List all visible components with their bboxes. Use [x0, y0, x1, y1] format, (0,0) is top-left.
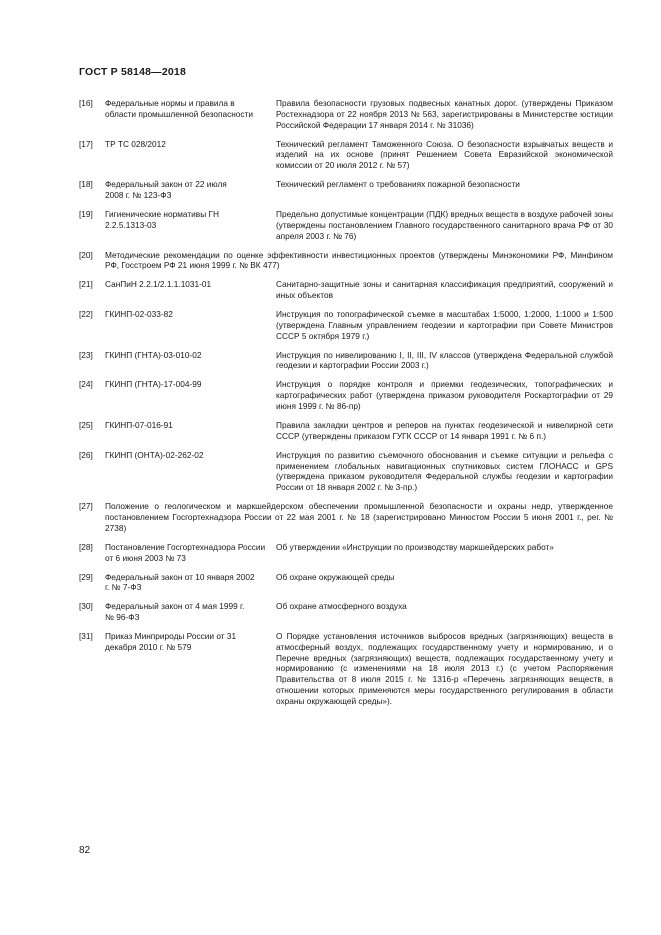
page-number: 82 — [79, 845, 91, 856]
reference-number: [26] — [79, 449, 93, 460]
reference-23 — [79, 350, 613, 372]
reference-full-text: Положение о геологическом и маркшейдерском обеспечении промышленной безопасности и охраны недр, утвержденное постановлением Госгортехнадзора России от 22 мая 2001 г. № 18 (зарегистрировано Минюстом России 5 июня 2001 г., рег. № 2738) — [105, 501, 613, 533]
reference-document: Федеральный закон от 4 мая 1999 г. № 96-ФЗ — [105, 601, 245, 623]
reference-20 — [79, 250, 613, 272]
reference-24 — [79, 379, 613, 411]
reference-number: [28] — [79, 541, 93, 552]
reference-description: Предельно допустимые концентрации (ПДК) вредных веществ в воздухе рабочей зоны (утверждены постановлением Главного государственного санитарного врача РФ от 30 апреля 2003 г. № 76) — [276, 208, 613, 241]
bibliography-list — [79, 98, 613, 715]
reference-21 — [79, 279, 613, 301]
reference-description: Правила безопасности грузовых подвесных канатных дорог. (утверждены Приказом Ростехнадзора от 22 ноября 2013 № 563, зарегистрированы в Министерстве юстиции Российской Федерации 17 января 2014 г. № 31036) — [276, 98, 613, 130]
reference-number: [29] — [79, 571, 93, 582]
reference-number: [20] — [79, 249, 93, 260]
reference-description: Об утверждении «Инструкции по производству маркшейдерских работ» — [276, 541, 554, 552]
reference-17 — [79, 139, 613, 171]
reference-number: [30] — [79, 601, 93, 612]
reference-document: Федеральный закон от 22 июля 2008 г. № 123-ФЗ — [105, 179, 227, 200]
reference-22 — [79, 309, 613, 341]
reference-description: Инструкция по развитию съемочного обоснования и съемке ситуации и рельефа с применением глобальных навигационных спутниковых систем ГЛОНАСС и GPS (утверждена приказом руководителя Федеральной службы геодезии и картографии России от 18 января 2002 г. № 3-пр.) — [276, 449, 613, 493]
reference-document: Постановление Госгортехнадзора России от 6 июня 2003 № 73 — [105, 541, 266, 563]
reference-number: [25] — [79, 420, 93, 431]
reference-document: Федеральный закон от 10 января 2002 г. № 7-ФЗ — [105, 571, 255, 593]
reference-19 — [79, 209, 613, 241]
reference-number: [19] — [79, 208, 93, 219]
reference-number: [23] — [79, 349, 93, 360]
reference-number: [17] — [79, 138, 93, 149]
reference-document: ТР ТС 028/2012 — [105, 138, 166, 149]
reference-document: ГКИНП (ГНТА)-03-010-02 — [105, 349, 202, 360]
reference-document: ГКИНП-07-016-91 — [105, 420, 173, 431]
reference-full-text: Методические рекомендации по оценке эффективности инвестиционных проектов (утверждены Минэкономики РФ, Минфином РФ, Госстроем РФ 21 июня 1999 г. № ВК 477) — [105, 249, 613, 271]
reference-description: Инструкция по топографической съемке в масштабах 1:5000, 1:2000, 1:1000 и 1:500 (утверждена Главным управлением геодезии и картографии при Совете Министров СССР 5 октября 1979 г.) — [276, 309, 613, 341]
reference-25 — [79, 420, 613, 442]
reference-number: [24] — [79, 379, 93, 390]
reference-description: О Порядке установления источников выбросов вредных (загрязняющих) веществ в атмосферный воздух, подлежащих государственному учету и нормированию, и о Перечне вредных (загрязняющих) веществ, подлежащих государственному учету и нормированию (с изменениями на 18 июля 2013 г.) (с учетом Распоряжения Правительства от 8 июля 2015 г. № 1316-р «Перечень загрязняющих веществ, в отношении которых применяются меры государственного регулирования в области охраны окружающей среды»). — [276, 631, 613, 706]
reference-document: Гигиенические нормативы ГН 2.2.5.1313-03 — [105, 208, 219, 230]
reference-description: Технический регламент Таможенного Союза. О безопасности взрывчатых веществ и изделий на их основе (принят Решением Совета Евразийской экономической комиссии от 20 июля 2012 г. № 57) — [276, 138, 613, 171]
reference-document: Приказ Минприроды России от 31 декабря 2010 г. № 579 — [105, 631, 237, 652]
reference-document: ГКИНП-02-033-82 — [105, 309, 173, 320]
reference-31 — [79, 631, 613, 707]
reference-number: [27] — [79, 501, 93, 512]
reference-26 — [79, 450, 613, 493]
reference-description: Инструкция о порядке контроля и приемки геодезических, топографических и картографических работ (утверждена приказом руководителя Роскартографии от 29 июня 1999 г. № 86-пр) — [276, 379, 613, 412]
reference-28 — [79, 542, 613, 564]
reference-document: Федеральные нормы и правила в области промышленной безопасности — [105, 98, 254, 119]
reference-description: Технический регламент о требованиях пожарной безопасности — [276, 179, 520, 190]
reference-description: Об охране окружающей среды — [276, 571, 395, 582]
reference-document: ГКИНП (ОНТА)-02-262-02 — [105, 449, 204, 460]
reference-number: [21] — [79, 279, 93, 290]
reference-description: Правила закладки центров и реперов на пунктах геодезической и нивелирной сети СССР (утверждены приказом ГУГК СССР от 14 января 1991 г. № 6 п.) — [276, 420, 613, 441]
reference-number: [31] — [79, 631, 93, 642]
reference-description: Санитарно-защитные зоны и санитарная классификация предприятий, сооружений и иных объектов — [276, 279, 613, 301]
reference-number: [18] — [79, 179, 93, 190]
reference-27 — [79, 501, 613, 533]
reference-description: Об охране атмосферного воздуха — [276, 601, 407, 612]
document-header: ГОСТ Р 58148—2018 — [79, 66, 187, 78]
reference-number: [22] — [79, 309, 93, 320]
reference-document: ГКИНП (ГНТА)-17-004-99 — [105, 379, 202, 390]
reference-description: Инструкция по нивелированию I, II, III, IV классов (утверждена Федеральной службой геодезии и картографии России 2003 г.) — [276, 349, 613, 371]
reference-29 — [79, 572, 613, 594]
reference-16 — [79, 98, 613, 130]
reference-18 — [79, 179, 613, 201]
reference-document: СанПиН 2.2.1/2.1.1.1031-01 — [105, 279, 212, 290]
reference-number: [16] — [79, 98, 93, 108]
reference-30 — [79, 601, 613, 623]
